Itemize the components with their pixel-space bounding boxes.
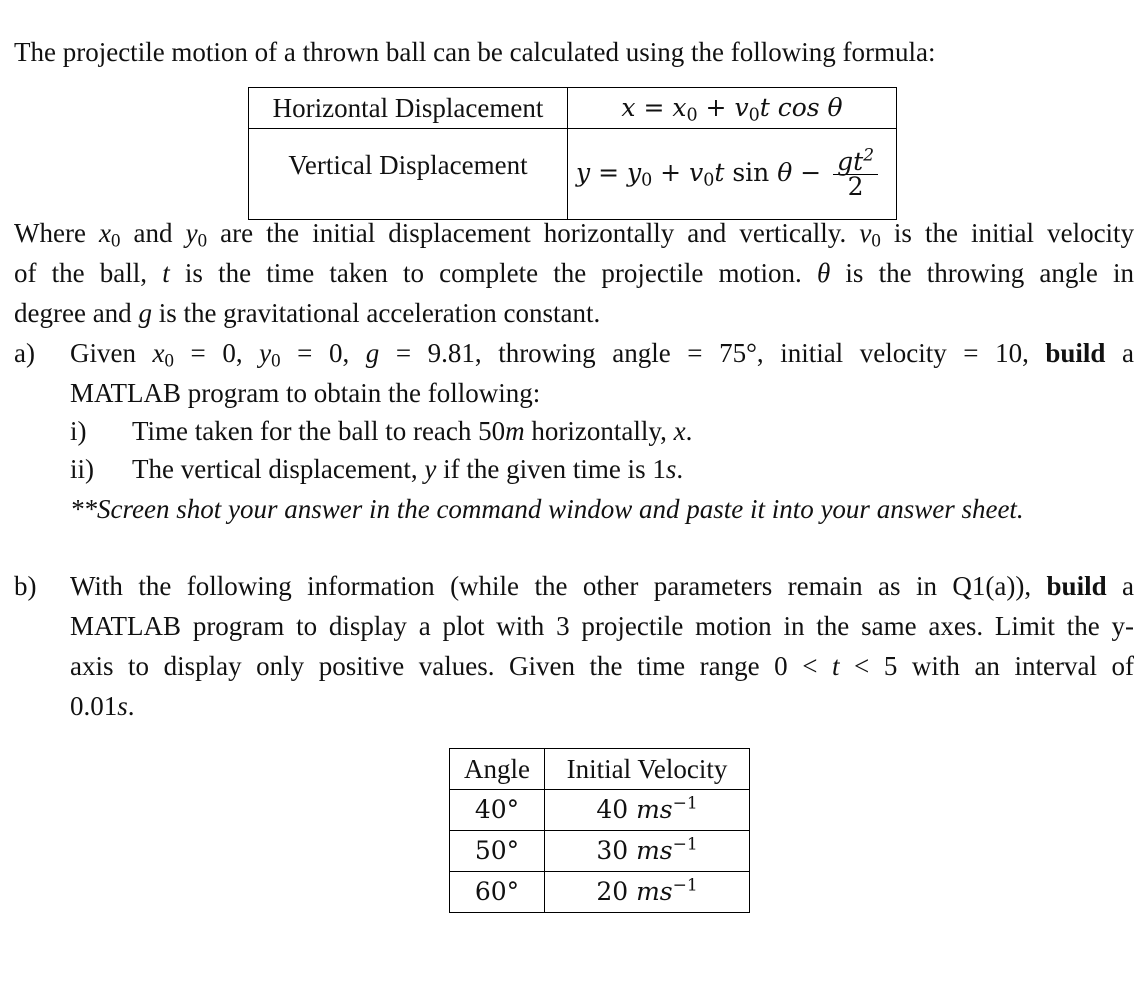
table-row [450, 831, 750, 872]
angle-header: Angle [450, 749, 545, 790]
velocity-header: Initial Velocity [545, 749, 750, 790]
table-row [450, 872, 750, 913]
velocity-cell: 30 $ms^{-1}$ [545, 831, 750, 872]
velocity-cell: 40 $ms^{-1}$ [545, 790, 750, 831]
part-b-marker: b) [14, 571, 37, 601]
velocity-cell: 20 $ms^{-1}$ [545, 872, 750, 913]
screenshot-note: **Screen shot your answer in the command window and paste it into your answer sheet. [70, 494, 1024, 524]
where-line-1: Where $x_0$ and $y_0$ are the initial displacement horizontally and vertically. $v_0$ is the initial velocity [14, 218, 1135, 252]
table-row [249, 129, 897, 220]
fraction: $\frac{gt^2}{2}$ [833, 150, 878, 199]
subitem-ii-marker: ii) [70, 454, 94, 484]
part-a-line-1: Given $x_0 = 0$, $y_0 = 0$, g = 9.81, throwing angle = 75°, initial velocity = 10, build a [70, 338, 1134, 372]
angle-cell: 50° [450, 831, 545, 872]
subitem-i-text: Time taken for the ball to reach 50m horizontally, x. [132, 416, 693, 446]
angle-cell: 40° [450, 790, 545, 831]
angle-cell: 60° [450, 872, 545, 913]
part-b-line-3: axis to display only positive values. Given the time range 0 < t < 5 with an interval of [70, 651, 1134, 681]
horizontal-formula: $x = x_0 + v_0t$ cos θ [568, 88, 897, 129]
part-a-line-2: MATLAB program to obtain the following: [70, 378, 541, 408]
formula-table [248, 87, 897, 220]
vertical-formula: $y = y_0 + v_0t$ sin θ − $\frac{gt^2}{2}$ [568, 129, 897, 220]
intro-text: The projectile motion of a thrown ball can be calculated using the following formula: [14, 37, 936, 67]
part-b-line-4: 0.01s. [70, 691, 135, 721]
table-header-row [450, 749, 750, 790]
part-a-marker: a) [14, 338, 35, 368]
part-b-line-2: MATLAB program to display a plot with 3 projectile motion in the same axes. Limit the y- [70, 611, 1134, 641]
table-row [249, 88, 897, 129]
where-line-2: of the ball, t is the time taken to complete the projectile motion. θ is the throwing angle in [14, 258, 1135, 288]
where-line-3: degree and g is the gravitational acceleration constant. [14, 298, 601, 328]
subitem-i-marker: i) [70, 416, 87, 446]
part-b-line-1: With the following information (while the other parameters remain as in Q1(a)), build a [70, 571, 1135, 601]
vertical-label: Vertical Displacement [249, 129, 568, 220]
table-row [450, 790, 750, 831]
horizontal-label: Horizontal Displacement [249, 88, 568, 129]
angle-velocity-table [449, 748, 750, 913]
subitem-ii-text: The vertical displacement, y if the given time is 1s. [132, 454, 684, 484]
